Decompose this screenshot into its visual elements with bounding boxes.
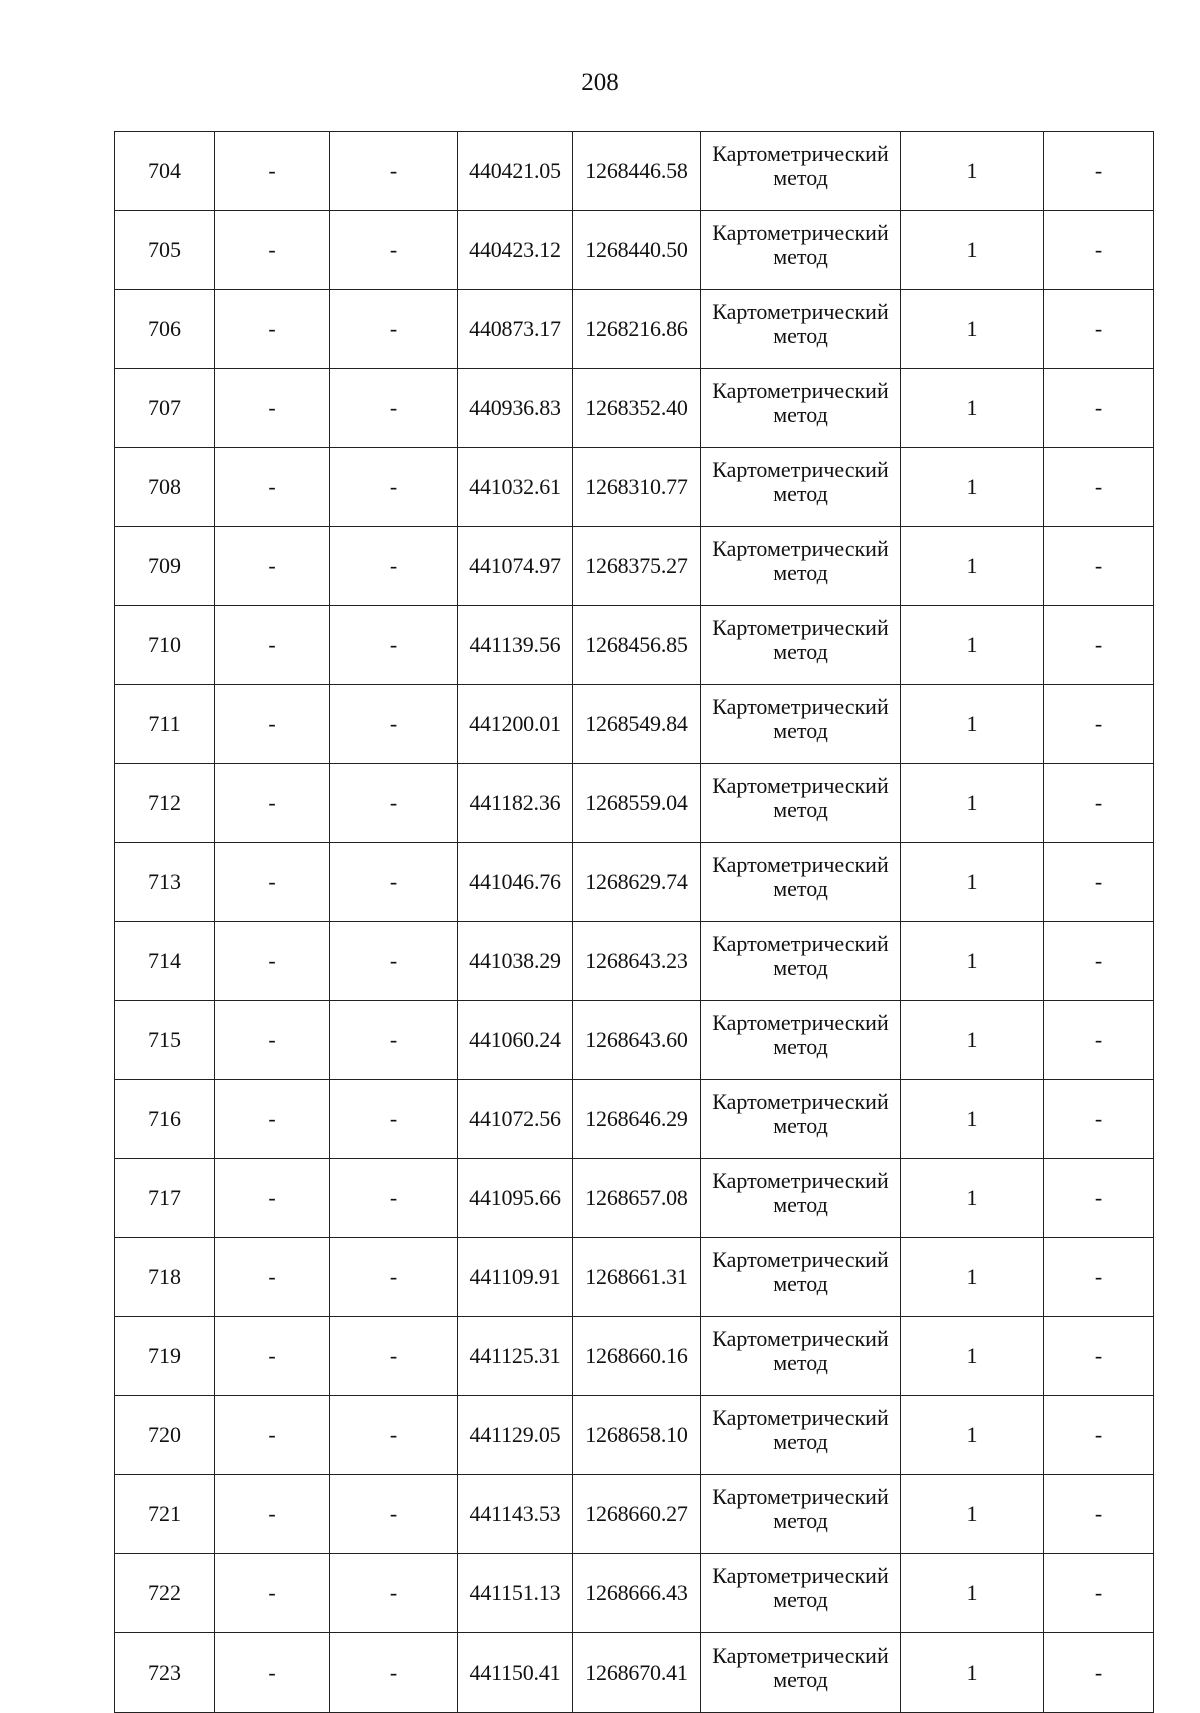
empty-cell: - <box>330 1001 458 1080</box>
empty-cell: - <box>330 211 458 290</box>
note-cell: - <box>1044 922 1154 1001</box>
method-line: Картометрический <box>712 220 889 245</box>
method-line: метод <box>773 1666 828 1692</box>
point-id-cell: 713 <box>115 843 215 922</box>
point-id-cell: 715 <box>115 1001 215 1080</box>
y-coordinate-cell: 1268666.43 <box>573 1554 701 1633</box>
accuracy-cell: 1 <box>901 1159 1044 1238</box>
x-coordinate-cell: 441072.56 <box>458 1080 573 1159</box>
x-coordinate-cell: 441129.05 <box>458 1396 573 1475</box>
coordinates-table <box>114 131 1154 1713</box>
method-cell <box>701 606 901 685</box>
note-cell: - <box>1044 1159 1154 1238</box>
x-coordinate-cell: 441046.76 <box>458 843 573 922</box>
empty-cell: - <box>330 1633 458 1713</box>
point-id-cell: 723 <box>115 1633 215 1713</box>
method-line: Картометрический <box>712 378 889 403</box>
method-line: метод <box>773 323 828 348</box>
y-coordinate-cell: 1268658.10 <box>573 1396 701 1475</box>
x-coordinate-cell: 441125.31 <box>458 1317 573 1396</box>
accuracy-cell: 1 <box>901 369 1044 448</box>
empty-cell: - <box>330 685 458 764</box>
y-coordinate-cell: 1268440.50 <box>573 211 701 290</box>
empty-cell: - <box>330 1238 458 1317</box>
accuracy-cell: 1 <box>901 448 1044 527</box>
empty-cell: - <box>330 1475 458 1554</box>
point-id-cell: 722 <box>115 1554 215 1633</box>
note-cell: - <box>1044 369 1154 448</box>
x-coordinate-cell: 441032.61 <box>458 448 573 527</box>
x-coordinate-cell: 441151.13 <box>458 1554 573 1633</box>
method-line: метод <box>773 718 828 743</box>
table-row <box>115 843 1154 922</box>
point-id-cell: 710 <box>115 606 215 685</box>
y-coordinate-cell: 1268456.85 <box>573 606 701 685</box>
point-id-cell: 720 <box>115 1396 215 1475</box>
method-cell <box>701 448 901 527</box>
accuracy-cell: 1 <box>901 1080 1044 1159</box>
table-row <box>115 132 1154 211</box>
y-coordinate-cell: 1268643.23 <box>573 922 701 1001</box>
note-cell: - <box>1044 290 1154 369</box>
method-line: Картометрический <box>712 1010 889 1035</box>
y-coordinate-cell: 1268446.58 <box>573 132 701 211</box>
method-cell <box>701 843 901 922</box>
method-line: Картометрический <box>712 141 889 166</box>
method-line: Картометрический <box>712 694 889 719</box>
method-cell <box>701 922 901 1001</box>
table-row <box>115 1317 1154 1396</box>
point-id-cell: 707 <box>115 369 215 448</box>
method-line: Картометрический <box>712 1484 889 1509</box>
method-line: Картометрический <box>712 852 889 877</box>
page-number: 208 <box>581 69 619 96</box>
x-coordinate-cell: 441200.01 <box>458 685 573 764</box>
x-coordinate-cell: 441150.41 <box>458 1633 573 1713</box>
point-id-cell: 716 <box>115 1080 215 1159</box>
table-row <box>115 1080 1154 1159</box>
table-row <box>115 764 1154 843</box>
empty-cell: - <box>330 1080 458 1159</box>
y-coordinate-cell: 1268352.40 <box>573 369 701 448</box>
method-cell <box>701 1159 901 1238</box>
method-line: Картометрический <box>712 1089 889 1114</box>
x-coordinate-cell: 441109.91 <box>458 1238 573 1317</box>
empty-cell: - <box>215 527 330 606</box>
note-cell: - <box>1044 1475 1154 1554</box>
table-row <box>115 290 1154 369</box>
empty-cell: - <box>330 132 458 211</box>
note-cell: - <box>1044 606 1154 685</box>
x-coordinate-cell: 441060.24 <box>458 1001 573 1080</box>
table-row <box>115 1238 1154 1317</box>
empty-cell: - <box>215 843 330 922</box>
table-row <box>115 369 1154 448</box>
accuracy-cell: 1 <box>901 685 1044 764</box>
method-cell <box>701 764 901 843</box>
point-id-cell: 705 <box>115 211 215 290</box>
point-id-cell: 714 <box>115 922 215 1001</box>
table-row <box>115 1159 1154 1238</box>
method-line: метод <box>773 639 828 664</box>
empty-cell: - <box>215 448 330 527</box>
x-coordinate-cell: 440873.17 <box>458 290 573 369</box>
method-cell <box>701 1475 901 1554</box>
y-coordinate-cell: 1268375.27 <box>573 527 701 606</box>
y-coordinate-cell: 1268216.86 <box>573 290 701 369</box>
accuracy-cell: 1 <box>901 922 1044 1001</box>
method-cell <box>701 132 901 211</box>
table-row <box>115 448 1154 527</box>
point-id-cell: 708 <box>115 448 215 527</box>
empty-cell: - <box>215 1396 330 1475</box>
method-cell <box>701 1238 901 1317</box>
method-line: метод <box>773 402 828 427</box>
table-row <box>115 1554 1154 1633</box>
method-line: Картометрический <box>712 299 889 324</box>
note-cell: - <box>1044 211 1154 290</box>
x-coordinate-cell: 441038.29 <box>458 922 573 1001</box>
note-cell: - <box>1044 1396 1154 1475</box>
method-line: метод <box>773 797 828 822</box>
method-cell <box>701 1080 901 1159</box>
method-line: Картометрический <box>712 615 889 640</box>
method-line: Картометрический <box>712 457 889 482</box>
y-coordinate-cell: 1268661.31 <box>573 1238 701 1317</box>
method-line: метод <box>773 876 828 901</box>
accuracy-cell: 1 <box>901 1554 1044 1633</box>
accuracy-cell: 1 <box>901 1317 1044 1396</box>
empty-cell: - <box>215 132 330 211</box>
table-row <box>115 685 1154 764</box>
accuracy-cell: 1 <box>901 1396 1044 1475</box>
method-line: Картометрический <box>712 1563 889 1588</box>
empty-cell: - <box>215 606 330 685</box>
y-coordinate-cell: 1268657.08 <box>573 1159 701 1238</box>
point-id-cell: 711 <box>115 685 215 764</box>
note-cell: - <box>1044 1001 1154 1080</box>
x-coordinate-cell: 441143.53 <box>458 1475 573 1554</box>
method-line: Картометрический <box>712 773 889 798</box>
table-row <box>115 211 1154 290</box>
method-line: метод <box>773 1192 828 1217</box>
method-line: метод <box>773 1587 828 1612</box>
table-body <box>115 132 1154 1713</box>
empty-cell: - <box>330 369 458 448</box>
method-line: Картометрический <box>712 1168 889 1193</box>
note-cell: - <box>1044 448 1154 527</box>
x-coordinate-cell: 441095.66 <box>458 1159 573 1238</box>
empty-cell: - <box>215 1317 330 1396</box>
y-coordinate-cell: 1268670.41 <box>573 1633 701 1713</box>
method-cell <box>701 685 901 764</box>
empty-cell: - <box>330 922 458 1001</box>
empty-cell: - <box>215 211 330 290</box>
table-row <box>115 1396 1154 1475</box>
method-line: метод <box>773 165 828 190</box>
x-coordinate-cell: 441182.36 <box>458 764 573 843</box>
point-id-cell: 709 <box>115 527 215 606</box>
method-line: метод <box>773 1429 828 1454</box>
method-line: Картометрический <box>712 536 889 561</box>
x-coordinate-cell: 440936.83 <box>458 369 573 448</box>
accuracy-cell: 1 <box>901 1001 1044 1080</box>
accuracy-cell: 1 <box>901 527 1044 606</box>
note-cell: - <box>1044 1317 1154 1396</box>
empty-cell: - <box>215 685 330 764</box>
note-cell: - <box>1044 685 1154 764</box>
method-cell <box>701 1317 901 1396</box>
method-line: метод <box>773 481 828 506</box>
accuracy-cell: 1 <box>901 764 1044 843</box>
empty-cell: - <box>215 1475 330 1554</box>
accuracy-cell: 1 <box>901 1238 1044 1317</box>
point-id-cell: 718 <box>115 1238 215 1317</box>
y-coordinate-cell: 1268660.16 <box>573 1317 701 1396</box>
method-cell <box>701 1001 901 1080</box>
note-cell: - <box>1044 1080 1154 1159</box>
table-row <box>115 1633 1154 1713</box>
y-coordinate-cell: 1268310.77 <box>573 448 701 527</box>
note-cell: - <box>1044 843 1154 922</box>
x-coordinate-cell: 441074.97 <box>458 527 573 606</box>
empty-cell: - <box>215 290 330 369</box>
note-cell: - <box>1044 1238 1154 1317</box>
note-cell: - <box>1044 1633 1154 1713</box>
empty-cell: - <box>330 527 458 606</box>
method-line: Картометрический <box>712 1405 889 1430</box>
empty-cell: - <box>330 1159 458 1238</box>
point-id-cell: 719 <box>115 1317 215 1396</box>
method-line: метод <box>773 244 828 269</box>
accuracy-cell: 1 <box>901 132 1044 211</box>
x-coordinate-cell: 440423.12 <box>458 211 573 290</box>
accuracy-cell: 1 <box>901 1475 1044 1554</box>
method-cell <box>701 369 901 448</box>
note-cell: - <box>1044 132 1154 211</box>
method-line: Картометрический <box>712 1247 889 1272</box>
note-cell: - <box>1044 1554 1154 1633</box>
empty-cell: - <box>330 764 458 843</box>
method-line: метод <box>773 1508 828 1533</box>
empty-cell: - <box>215 1080 330 1159</box>
accuracy-cell: 1 <box>901 606 1044 685</box>
empty-cell: - <box>215 369 330 448</box>
point-id-cell: 706 <box>115 290 215 369</box>
accuracy-cell: 1 <box>901 211 1044 290</box>
point-id-cell: 721 <box>115 1475 215 1554</box>
empty-cell: - <box>330 1317 458 1396</box>
method-cell <box>701 527 901 606</box>
table-row <box>115 606 1154 685</box>
y-coordinate-cell: 1268646.29 <box>573 1080 701 1159</box>
y-coordinate-cell: 1268549.84 <box>573 685 701 764</box>
empty-cell: - <box>215 1554 330 1633</box>
method-cell <box>701 1396 901 1475</box>
method-line: метод <box>773 1350 828 1375</box>
empty-cell: - <box>330 448 458 527</box>
empty-cell: - <box>215 922 330 1001</box>
point-id-cell: 704 <box>115 132 215 211</box>
point-id-cell: 712 <box>115 764 215 843</box>
method-cell <box>701 211 901 290</box>
accuracy-cell: 1 <box>901 290 1044 369</box>
empty-cell: - <box>215 1001 330 1080</box>
method-line: метод <box>773 1113 828 1138</box>
method-cell <box>701 290 901 369</box>
y-coordinate-cell: 1268660.27 <box>573 1475 701 1554</box>
y-coordinate-cell: 1268643.60 <box>573 1001 701 1080</box>
accuracy-cell: 1 <box>901 1633 1044 1713</box>
table-row <box>115 1001 1154 1080</box>
method-line: Картометрический <box>712 1642 889 1668</box>
table-row <box>115 922 1154 1001</box>
x-coordinate-cell: 440421.05 <box>458 132 573 211</box>
point-id-cell: 717 <box>115 1159 215 1238</box>
method-cell <box>701 1633 901 1713</box>
method-cell <box>701 1554 901 1633</box>
method-line: Картометрический <box>712 931 889 956</box>
method-line: метод <box>773 560 828 585</box>
empty-cell: - <box>330 290 458 369</box>
table-row <box>115 1475 1154 1554</box>
method-line: метод <box>773 955 828 980</box>
table-row <box>115 527 1154 606</box>
y-coordinate-cell: 1268559.04 <box>573 764 701 843</box>
empty-cell: - <box>215 764 330 843</box>
empty-cell: - <box>330 843 458 922</box>
y-coordinate-cell: 1268629.74 <box>573 843 701 922</box>
method-line: метод <box>773 1034 828 1059</box>
empty-cell: - <box>215 1238 330 1317</box>
empty-cell: - <box>330 606 458 685</box>
empty-cell: - <box>330 1554 458 1633</box>
note-cell: - <box>1044 764 1154 843</box>
x-coordinate-cell: 441139.56 <box>458 606 573 685</box>
method-line: Картометрический <box>712 1326 889 1351</box>
empty-cell: - <box>215 1159 330 1238</box>
accuracy-cell: 1 <box>901 843 1044 922</box>
empty-cell: - <box>330 1396 458 1475</box>
method-line: метод <box>773 1271 828 1296</box>
note-cell: - <box>1044 527 1154 606</box>
empty-cell: - <box>215 1633 330 1713</box>
